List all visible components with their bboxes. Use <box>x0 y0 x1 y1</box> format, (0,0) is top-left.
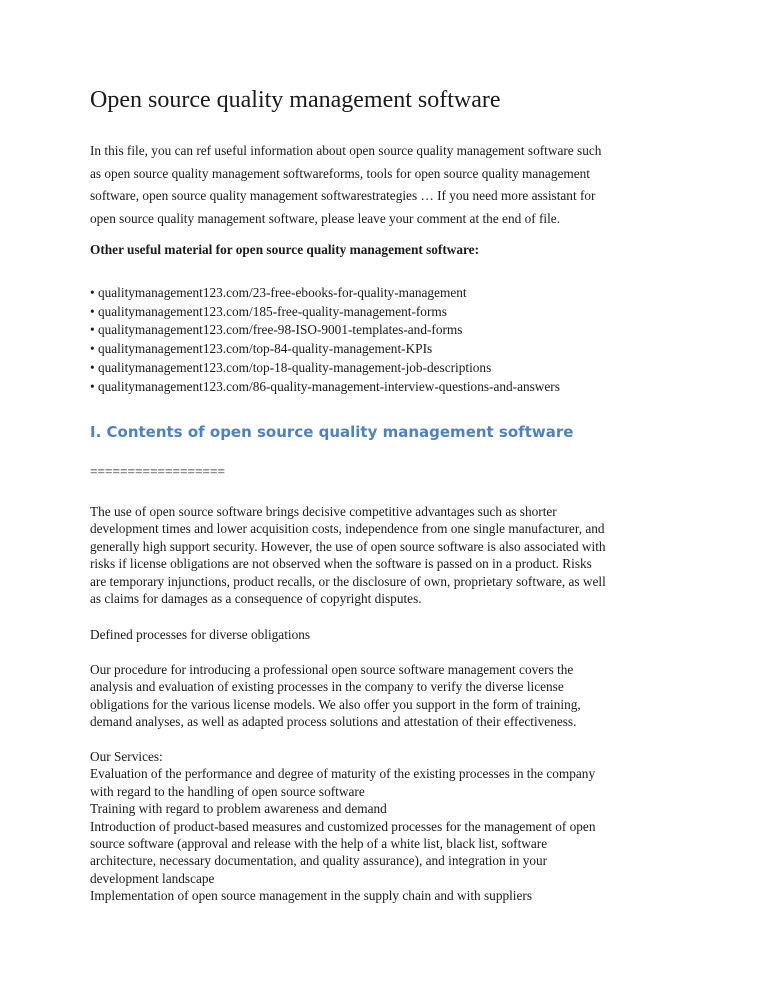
paragraph-line: as claims for damages as a consequence of copyright disputes. <box>90 591 422 607</box>
paragraph-line: development landscape <box>90 870 215 886</box>
paragraph-defined-processes <box>90 626 690 643</box>
separator-line: ================== <box>90 464 225 479</box>
resource-link[interactable]: • qualitymanagement123.com/86-quality-management-interview-questions-and-answers <box>90 378 560 397</box>
paragraph-line: are temporary injunctions, product recalls, or the disclosure of own, proprietary software, as well <box>90 573 606 589</box>
paragraph-line: Implementation of open source management in the supply chain and with suppliers <box>90 888 533 904</box>
paragraph-line: Training with regard to problem awareness and demand <box>90 801 387 817</box>
resource-link[interactable]: • qualitymanagement123.com/free-98-ISO-9001-templates-and-forms <box>90 321 560 340</box>
resource-link[interactable]: • qualitymanagement123.com/top-84-quality-management-KPIs <box>90 340 560 359</box>
paragraph-line: Our Services: <box>90 749 163 764</box>
useful-material-heading: Other useful material for open source quality management software: <box>90 242 480 257</box>
paragraph-line: Introduction of product-based measures and customized processes for the management of open <box>90 818 596 834</box>
section-heading-contents: I. Contents of open source quality management software <box>90 423 574 441</box>
resource-link-list <box>90 284 560 396</box>
paragraph-services <box>90 748 690 905</box>
resource-link[interactable]: • qualitymanagement123.com/185-free-quality-management-forms <box>90 303 560 322</box>
paragraph-line: Evaluation of the performance and degree of maturity of the existing processes in the company <box>90 766 596 782</box>
resource-link[interactable]: • qualitymanagement123.com/23-free-ebooks-for-quality-management <box>90 284 560 303</box>
paragraph-line: Defined processes for diverse obligations <box>90 627 311 642</box>
intro-line: as open source quality management softwareforms, tools for open source quality management <box>90 165 590 181</box>
paragraph-line: demand analyses, as well as adapted process solutions and attestation of their effectiveness. <box>90 714 577 730</box>
paragraph-line: with regard to the handling of open source software <box>90 783 365 799</box>
paragraph-line: analysis and evaluation of existing processes in the company to verify the diverse license <box>90 679 564 695</box>
intro-line: In this file, you can ref useful information about open source quality management software such <box>90 143 602 158</box>
paragraph-line: risks if license obligations are not observed when the software is passed on in a product. Risks <box>90 556 592 572</box>
paragraph-line: development times and lower acquisition costs, independence from one single manufacturer, and <box>90 521 605 537</box>
intro-line: open source quality management software, please leave your comment at the end of file. <box>90 210 561 226</box>
paragraph-line: obligations for the various license models. We also offer you support in the form of training, <box>90 696 581 712</box>
paragraph-line: The use of open source software brings decisive competitive advantages such as shorter <box>90 504 557 519</box>
paragraph-line: architecture, necessary documentation, and quality assurance), and integration in your <box>90 853 548 869</box>
intro-line: software, open source quality management softwarestrategies … If you need more assistant for <box>90 188 596 203</box>
document-title: Open source quality management software <box>90 87 501 113</box>
paragraph-line: Our procedure for introducing a professional open source software management covers the <box>90 662 574 677</box>
paragraph-advantages <box>90 503 690 607</box>
intro-paragraph <box>90 140 690 230</box>
resource-link[interactable]: • qualitymanagement123.com/top-18-quality-management-job-descriptions <box>90 359 560 378</box>
paragraph-line: generally high support security. However, the use of open source software is also associated with <box>90 538 606 554</box>
paragraph-line: source software (approval and release with the help of a white list, black list, software <box>90 836 548 852</box>
paragraph-procedure <box>90 661 690 731</box>
